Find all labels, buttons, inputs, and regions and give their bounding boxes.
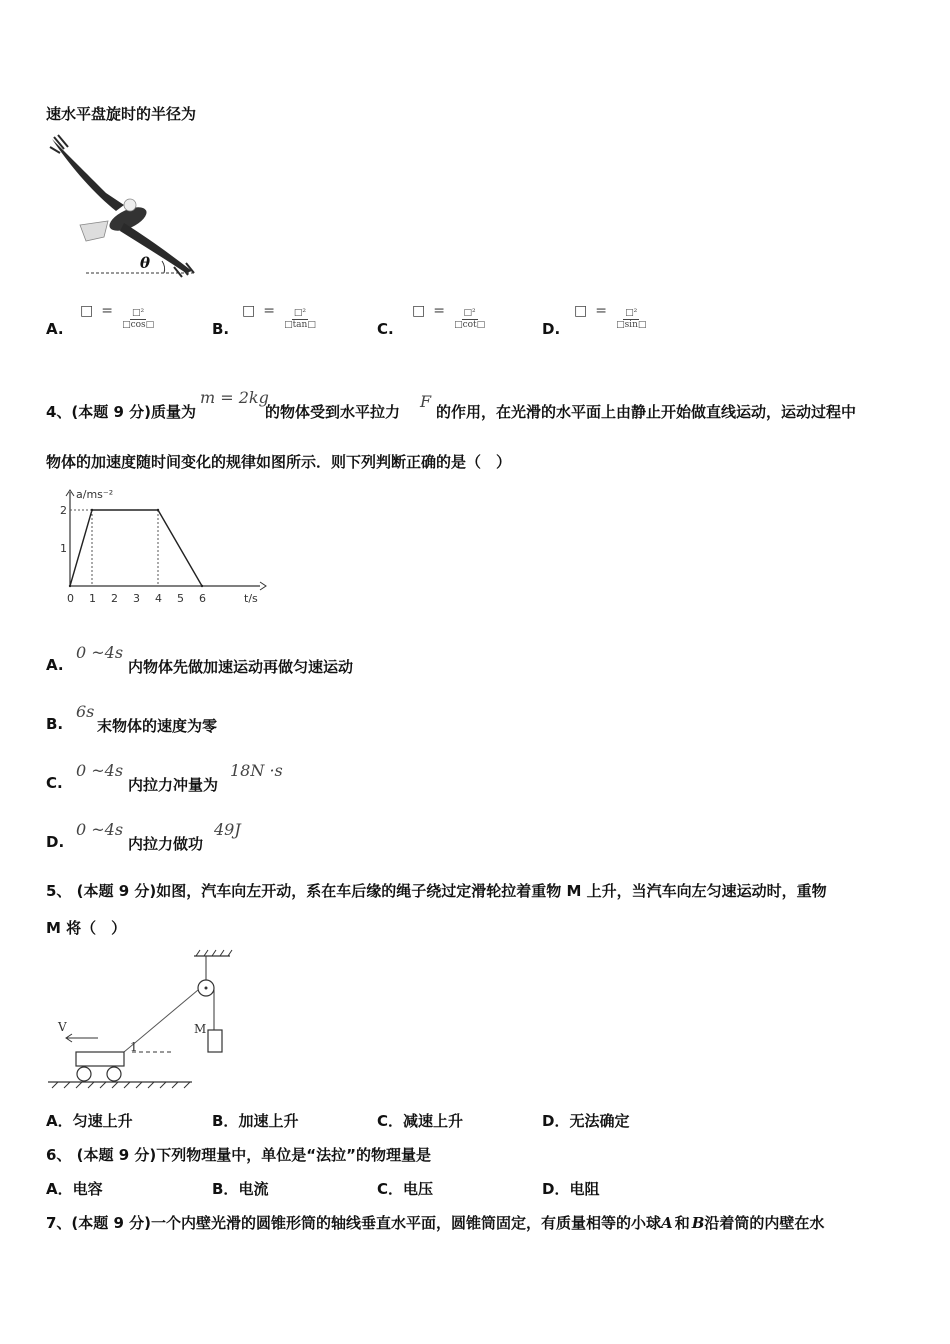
formula-den: □cos□ (122, 320, 155, 330)
q4-prefix: 4、(本题 9 分)质量为 (46, 403, 197, 421)
x-axis-arrow (260, 582, 266, 590)
eagle-figure (46, 133, 196, 278)
option-letter: D． (542, 1180, 570, 1198)
car-pulley-figure (46, 948, 246, 1093)
formula-lhs: □ (412, 303, 426, 319)
option-letter: C． (377, 1180, 404, 1198)
q3-option-a-formula (76, 300, 154, 331)
option-text: 电容 (72, 1180, 103, 1198)
q4-option-d-math: 0 ~4s (76, 820, 124, 839)
option-letter: B． (212, 1180, 239, 1198)
q4-option-d-letter: D. (46, 833, 65, 851)
data-point (91, 509, 93, 511)
ball-a-label: A (661, 1214, 673, 1232)
x-tick-label: 2 (111, 592, 118, 605)
q4-option-c-letter: C. (46, 774, 63, 792)
q7-text-b: 沿着筒的内壁在水 (704, 1214, 825, 1232)
y-axis-label: a/ms⁻² (76, 488, 114, 501)
formula-num: □² (625, 308, 638, 318)
q4-option-b-math: 6s (76, 702, 95, 721)
q4-option-d-math2: 49J (214, 820, 241, 839)
q4-option-d-text: 内拉力做功 (128, 835, 204, 853)
q4-line2: 物体的加速度随时间变化的规律如图所示．则下列判断正确的是（ ） (46, 453, 512, 471)
formula-lhs: □ (80, 303, 94, 319)
data-point (69, 585, 71, 587)
q4-option-c-math: 0 ~4s (76, 761, 124, 780)
theta-label: θ (140, 254, 151, 272)
formula-den: □sin□ (616, 320, 647, 330)
q3-option-b-letter: B. (212, 320, 230, 338)
q6-option-a (46, 1178, 103, 1199)
q4-option-b-text: 末物体的速度为零 (97, 717, 218, 735)
q3-option-d-letter: D. (542, 320, 561, 338)
velocity-label: V (58, 1020, 67, 1034)
q4-force: F (420, 392, 432, 411)
formula-num: □² (132, 308, 145, 318)
q4-option-a-math: 0 ~4s (76, 643, 124, 662)
q3-option-c-letter: C. (377, 320, 394, 338)
option-text: 减速上升 (403, 1112, 464, 1130)
formula-eq: = (263, 303, 275, 319)
option-text: 无法确定 (569, 1112, 630, 1130)
option-letter: C． (377, 1112, 404, 1130)
data-point (201, 585, 203, 587)
option-letter: D． (542, 1112, 570, 1130)
q5-option-a (46, 1110, 133, 1131)
q3-option-d-formula (570, 300, 646, 331)
option-text: 匀速上升 (72, 1112, 133, 1130)
formula-eq: = (595, 303, 607, 319)
formula-eq: = (433, 303, 445, 319)
x-tick-label: 1 (89, 592, 96, 605)
q7-text-and: 和 (674, 1214, 690, 1232)
weight-label: M (194, 1022, 207, 1036)
q4-option-c-math2: 18N ·s (230, 761, 283, 780)
y-tick-label: 1 (60, 542, 67, 555)
q3-option-a-letter: A. (46, 320, 64, 338)
y-tick-label: 2 (60, 504, 67, 517)
formula-den: □tan□ (284, 320, 316, 330)
q4-suffix: 的作用，在光滑的水平面上由静止开始做直线运动，运动过程中 (436, 403, 857, 421)
option-letter: A． (46, 1180, 73, 1198)
formula-num: □² (463, 308, 476, 318)
q5-option-d (542, 1110, 629, 1131)
option-letter: B． (212, 1112, 239, 1130)
x-tick-label: 0 (67, 592, 74, 605)
q3-text-tail: 速水平盘旋时的半径为 (46, 105, 197, 123)
option-text: 加速上升 (238, 1112, 299, 1130)
x-axis-label: t/s (244, 592, 258, 605)
option-text: 电流 (238, 1180, 269, 1198)
x-tick-label: 3 (133, 592, 140, 605)
x-tick-label: 4 (155, 592, 162, 605)
q4-option-c-text: 内拉力冲量为 (128, 776, 219, 794)
formula-den: □cot□ (454, 320, 486, 330)
acceleration-time-chart (50, 486, 270, 610)
x-tick-label: 5 (177, 592, 184, 605)
q4-option-a-text: 内物体先做加速运动再做匀速运动 (128, 658, 354, 676)
q3-options (46, 300, 746, 340)
ball-b-label: B (691, 1214, 705, 1232)
angle-label: 1 (130, 1040, 138, 1054)
option-text: 电阻 (569, 1180, 600, 1198)
q5-line2: M 将（ ） (46, 919, 127, 937)
formula-num: □² (293, 308, 307, 318)
q4-mid: 的物体受到水平拉力 (265, 403, 401, 421)
q5-option-c (377, 1110, 463, 1131)
q4-mass: m = 2kg (200, 388, 269, 407)
q3-option-b-formula (238, 300, 316, 331)
q5-line1: 5、 (本题 9 分)如图，汽车向左开动，系在车后缘的绳子绕过定滑轮拉着重物 M 上升，当汽车向左匀速运动时，重物 (46, 882, 827, 900)
q7-text-a: 7、(本题 9 分)一个内壁光滑的圆锥形筒的轴线垂直水平面，圆锥筒固定，有质量相等的小球 (46, 1214, 662, 1232)
q6-option-c (377, 1178, 433, 1199)
q5-option-b (212, 1110, 298, 1131)
option-text: 电压 (403, 1180, 434, 1198)
formula-lhs: □ (242, 303, 256, 319)
q4-option-a-letter: A. (46, 656, 64, 674)
formula-lhs: □ (574, 303, 588, 319)
q6-line1: 6、 (本题 9 分)下列物理量中，单位是“法拉”的物理量是 (46, 1146, 431, 1164)
q4-option-b-letter: B. (46, 715, 64, 733)
q3-option-c-formula (408, 300, 485, 331)
q6-option-d (542, 1178, 599, 1199)
option-letter: A． (46, 1112, 73, 1130)
q7-line1 (46, 1212, 824, 1233)
chart-svg (50, 486, 270, 610)
formula-eq: = (101, 303, 113, 319)
data-point (157, 509, 159, 511)
x-tick-label: 6 (199, 592, 206, 605)
series-line (70, 510, 202, 586)
q6-option-b (212, 1178, 268, 1199)
